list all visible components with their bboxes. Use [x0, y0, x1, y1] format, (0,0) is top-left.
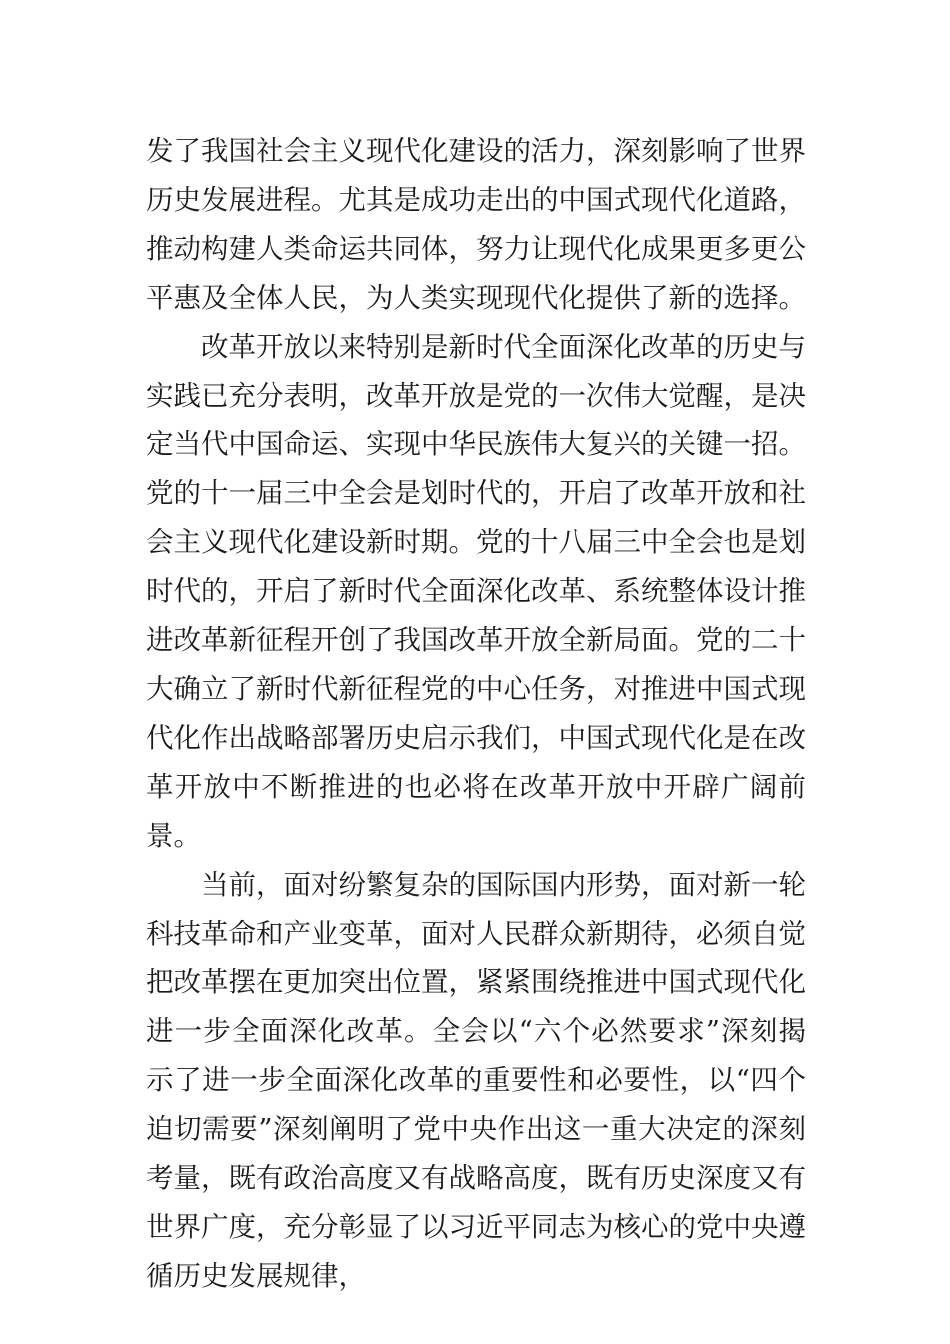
body-text: [146, 127, 806, 1301]
paragraph-current-situation: 当前，面对纷繁复杂的国际国内形势，面对新一轮科技革命和产业变革，面对人民群众新期待，必须自觉把改革摆在更加突出位置，紧紧围绕推进中国式现代化进一步全面深化改革。全会以“六个必然要求”深刻揭示了进一步全面深化改革的重要性和必要性，以“四个迫切需要”深刻阐明了党中央作出这一重大决定的深刻考量，既有政治高度又有战略高度，既有历史深度又有世界广度，充分彰显了以习近平同志为核心的党中央遵循历史发展规律，: [146, 868, 806, 1292]
paragraph-continuation: 发了我国社会主义现代化建设的活力，深刻影响了世界历史发展进程。尤其是成功走出的中国式现代化道路，推动构建人类命运共同体，努力让现代化成果更多更公平惠及全体人民，为人类实现现代化提供了新的选择。: [146, 135, 806, 314]
paragraph-reform-history: 改革开放以来特别是新时代全面深化改革的历史与实践已充分表明，改革开放是党的一次伟大觉醒，是决定当代中国命运、实现中华民族伟大复兴的关键一招。党的十一届三中全会是划时代的，开启了改革开放和社会主义现代化建设新时期。党的十八届三中全会也是划时代的，开启了新时代全面深化改革、系统整体设计推进改革新征程开创了我国改革开放全新局面。党的二十大确立了新时代新征程党的中心任务，对推进中国式现代化作出战略部署历史启示我们，中国式现代化是在改革开放中不断推进的也必将在改革开放中开辟广阔前景。: [146, 330, 806, 852]
